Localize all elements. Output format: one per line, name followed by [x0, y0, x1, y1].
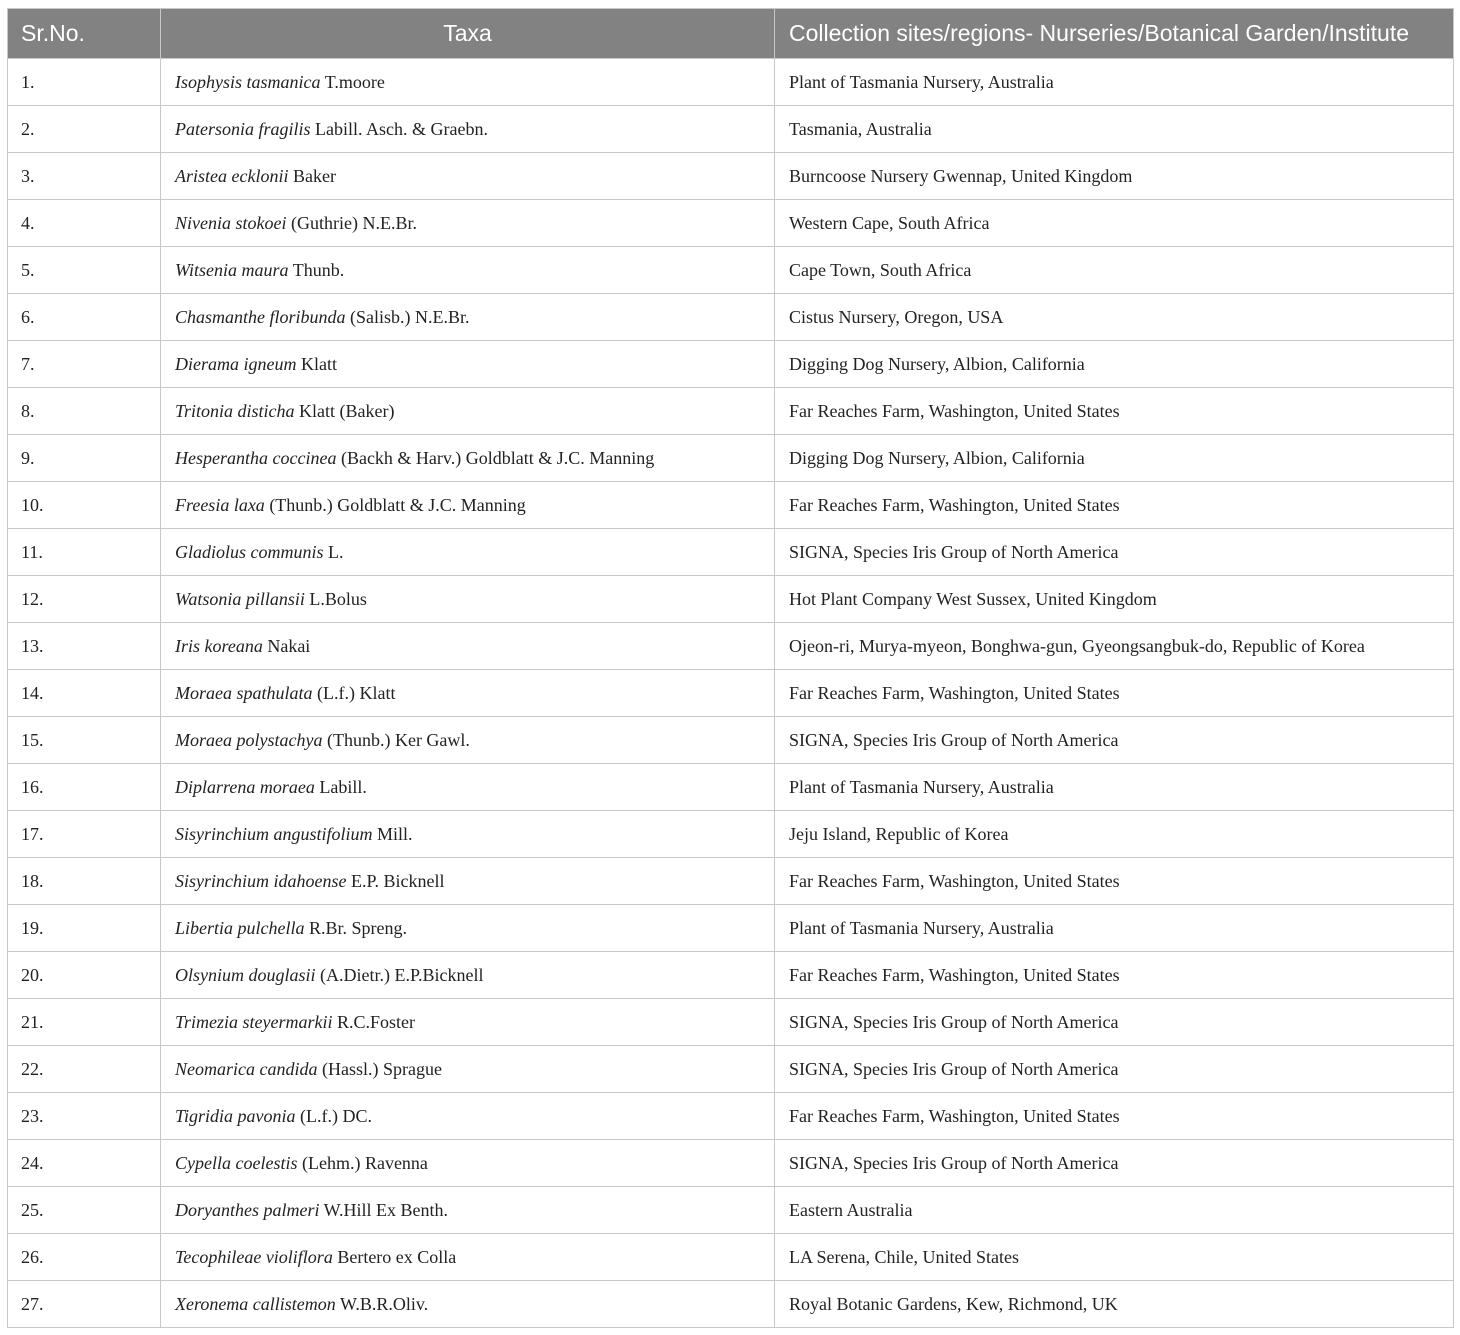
collection-site-cell: Far Reaches Farm, Washington, United States [775, 952, 1454, 999]
collection-site-cell: SIGNA, Species Iris Group of North America [775, 1140, 1454, 1187]
row-number: 17. [8, 811, 161, 858]
taxa-cell [161, 153, 775, 200]
species-authority: (Thunb.) Goldblatt & J.C. Manning [269, 494, 526, 515]
row-number: 11. [8, 529, 161, 576]
species-name: Trimezia steyermarkii [175, 1011, 333, 1032]
table-row [8, 529, 1454, 576]
species-authority: E.P. Bicknell [350, 870, 445, 891]
species-name: Moraea polystachya [175, 729, 323, 750]
species-authority: W.Hill Ex Benth. [323, 1199, 449, 1220]
species-authority: W.B.R.Oliv. [339, 1293, 429, 1314]
collection-site-cell: Western Cape, South Africa [775, 200, 1454, 247]
table-row [8, 294, 1454, 341]
table-row [8, 341, 1454, 388]
species-authority: (Guthrie) N.E.Br. [290, 212, 417, 233]
row-number: 19. [8, 905, 161, 952]
species-authority: L. [328, 541, 344, 562]
species-name: Patersonia fragilis [175, 118, 311, 139]
row-number: 1. [8, 59, 161, 106]
taxa-cell [161, 623, 775, 670]
species-name: Iris koreana [175, 635, 263, 656]
taxa-cell [161, 59, 775, 106]
taxa-cell [161, 952, 775, 999]
collection-site-cell: Hot Plant Company West Sussex, United Kingdom [775, 576, 1454, 623]
taxa-cell [161, 717, 775, 764]
collection-site-cell: Jeju Island, Republic of Korea [775, 811, 1454, 858]
species-authority: Klatt (Baker) [299, 400, 395, 421]
row-number: 2. [8, 106, 161, 153]
header-row [8, 9, 1454, 59]
table-row [8, 435, 1454, 482]
taxa-cell [161, 294, 775, 341]
collection-site-cell: Ojeon-ri, Murya-myeon, Bonghwa-gun, Gyeongsangbuk-do, Republic of Korea [775, 623, 1454, 670]
table-row [8, 482, 1454, 529]
taxa-collection-table-container [7, 8, 1453, 1328]
collection-site-cell: Burncoose Nursery Gwennap, United Kingdom [775, 153, 1454, 200]
row-number: 9. [8, 435, 161, 482]
taxa-cell [161, 858, 775, 905]
species-authority: (A.Dietr.) E.P.Bicknell [320, 964, 484, 985]
taxa-collection-table [7, 8, 1454, 1328]
table-row [8, 1234, 1454, 1281]
collection-site-cell: Far Reaches Farm, Washington, United States [775, 1093, 1454, 1140]
collection-site-cell: LA Serena, Chile, United States [775, 1234, 1454, 1281]
row-number: 26. [8, 1234, 161, 1281]
species-name: Chasmanthe floribunda [175, 306, 346, 327]
row-number: 7. [8, 341, 161, 388]
species-name: Olsynium douglasii [175, 964, 316, 985]
collection-site-cell: Digging Dog Nursery, Albion, California [775, 341, 1454, 388]
species-name: Sisyrinchium angustifolium [175, 823, 373, 844]
collection-site-cell: Cape Town, South Africa [775, 247, 1454, 294]
taxa-cell [161, 1093, 775, 1140]
collection-site-cell: Cistus Nursery, Oregon, USA [775, 294, 1454, 341]
species-name: Tigridia pavonia [175, 1105, 296, 1126]
species-name: Aristea ecklonii [175, 165, 289, 186]
species-authority: Labill. [319, 776, 367, 797]
row-number: 8. [8, 388, 161, 435]
row-number: 20. [8, 952, 161, 999]
collection-site-cell: Digging Dog Nursery, Albion, California [775, 435, 1454, 482]
taxa-cell [161, 341, 775, 388]
table-header [8, 9, 1454, 59]
species-name: Doryanthes palmeri [175, 1199, 320, 1220]
taxa-cell [161, 764, 775, 811]
header-taxa: Taxa [161, 9, 775, 59]
collection-site-cell: Far Reaches Farm, Washington, United States [775, 670, 1454, 717]
row-number: 16. [8, 764, 161, 811]
row-number: 4. [8, 200, 161, 247]
table-row [8, 717, 1454, 764]
species-authority: (Lehm.) Ravenna [301, 1152, 428, 1173]
table-row [8, 247, 1454, 294]
taxa-cell [161, 247, 775, 294]
collection-site-cell: Far Reaches Farm, Washington, United States [775, 388, 1454, 435]
species-authority: (Backh & Harv.) Goldblatt & J.C. Manning [340, 447, 655, 468]
species-name: Sisyrinchium idahoense [175, 870, 347, 891]
species-authority: (L.f.) DC. [300, 1105, 372, 1126]
table-row [8, 811, 1454, 858]
table-row [8, 764, 1454, 811]
species-authority: Baker [292, 165, 336, 186]
table-row [8, 388, 1454, 435]
collection-site-cell: Plant of Tasmania Nursery, Australia [775, 59, 1454, 106]
species-authority: Nakai [267, 635, 311, 656]
collection-site-cell: Royal Botanic Gardens, Kew, Richmond, UK [775, 1281, 1454, 1328]
species-name: Isophysis tasmanica [175, 71, 321, 92]
species-name: Tritonia disticha [175, 400, 295, 421]
species-authority: L.Bolus [309, 588, 367, 609]
species-authority: Klatt [300, 353, 337, 374]
table-body [8, 59, 1454, 1328]
row-number: 27. [8, 1281, 161, 1328]
row-number: 18. [8, 858, 161, 905]
row-number: 25. [8, 1187, 161, 1234]
collection-site-cell: Eastern Australia [775, 1187, 1454, 1234]
species-name: Cypella coelestis [175, 1152, 298, 1173]
species-name: Gladiolus communis [175, 541, 324, 562]
row-number: 22. [8, 1046, 161, 1093]
collection-site-cell: SIGNA, Species Iris Group of North America [775, 1046, 1454, 1093]
table-row [8, 623, 1454, 670]
row-number: 3. [8, 153, 161, 200]
species-authority: Labill. Asch. & Graebn. [315, 118, 488, 139]
table-row [8, 858, 1454, 905]
taxa-cell [161, 1281, 775, 1328]
species-authority: Mill. [377, 823, 413, 844]
header-collection-sites: Collection sites/regions- Nurseries/Botanical Garden/Institute [775, 9, 1454, 59]
species-authority: (L.f.) Klatt [317, 682, 396, 703]
taxa-cell [161, 1046, 775, 1093]
species-name: Nivenia stokoei [175, 212, 287, 233]
row-number: 23. [8, 1093, 161, 1140]
table-row [8, 905, 1454, 952]
table-row [8, 59, 1454, 106]
row-number: 12. [8, 576, 161, 623]
taxa-cell [161, 529, 775, 576]
taxa-cell [161, 905, 775, 952]
row-number: 15. [8, 717, 161, 764]
taxa-cell [161, 482, 775, 529]
taxa-cell [161, 1140, 775, 1187]
species-name: Witsenia maura [175, 259, 289, 280]
table-row [8, 1281, 1454, 1328]
taxa-cell [161, 576, 775, 623]
table-row [8, 153, 1454, 200]
species-authority: Bertero ex Colla [337, 1246, 457, 1267]
species-name: Neomarica candida [175, 1058, 318, 1079]
taxa-cell [161, 435, 775, 482]
species-name: Freesia laxa [175, 494, 265, 515]
taxa-cell [161, 811, 775, 858]
species-authority: R.Br. Spreng. [309, 917, 408, 938]
species-authority: R.C.Foster [337, 1011, 416, 1032]
species-authority: T.moore [324, 71, 385, 92]
row-number: 13. [8, 623, 161, 670]
collection-site-cell: Tasmania, Australia [775, 106, 1454, 153]
collection-site-cell: Far Reaches Farm, Washington, United States [775, 858, 1454, 905]
species-name: Xeronema callistemon [175, 1293, 336, 1314]
row-number: 10. [8, 482, 161, 529]
species-name: Hesperantha coccinea [175, 447, 337, 468]
species-authority: (Salisb.) N.E.Br. [350, 306, 470, 327]
species-name: Watsonia pillansii [175, 588, 305, 609]
taxa-cell [161, 670, 775, 717]
collection-site-cell: Far Reaches Farm, Washington, United States [775, 482, 1454, 529]
species-name: Tecophileae violiflora [175, 1246, 333, 1267]
species-name: Diplarrena moraea [175, 776, 315, 797]
row-number: 6. [8, 294, 161, 341]
collection-site-cell: Plant of Tasmania Nursery, Australia [775, 905, 1454, 952]
row-number: 14. [8, 670, 161, 717]
taxa-cell [161, 999, 775, 1046]
table-row [8, 1093, 1454, 1140]
species-authority: (Thunb.) Ker Gawl. [326, 729, 470, 750]
taxa-cell [161, 200, 775, 247]
taxa-cell [161, 388, 775, 435]
taxa-cell [161, 1234, 775, 1281]
collection-site-cell: SIGNA, Species Iris Group of North America [775, 529, 1454, 576]
table-row [8, 999, 1454, 1046]
row-number: 5. [8, 247, 161, 294]
species-name: Dierama igneum [175, 353, 297, 374]
species-authority: (Hassl.) Sprague [321, 1058, 442, 1079]
row-number: 24. [8, 1140, 161, 1187]
table-row [8, 1046, 1454, 1093]
taxa-cell [161, 1187, 775, 1234]
table-row [8, 106, 1454, 153]
table-row [8, 1187, 1454, 1234]
taxa-cell [161, 106, 775, 153]
table-row [8, 670, 1454, 717]
table-row [8, 952, 1454, 999]
species-name: Moraea spathulata [175, 682, 313, 703]
collection-site-cell: SIGNA, Species Iris Group of North America [775, 999, 1454, 1046]
table-row [8, 1140, 1454, 1187]
header-srno: Sr.No. [8, 9, 161, 59]
species-authority: Thunb. [292, 259, 345, 280]
table-row [8, 200, 1454, 247]
table-row [8, 576, 1454, 623]
collection-site-cell: SIGNA, Species Iris Group of North America [775, 717, 1454, 764]
species-name: Libertia pulchella [175, 917, 305, 938]
row-number: 21. [8, 999, 161, 1046]
collection-site-cell: Plant of Tasmania Nursery, Australia [775, 764, 1454, 811]
